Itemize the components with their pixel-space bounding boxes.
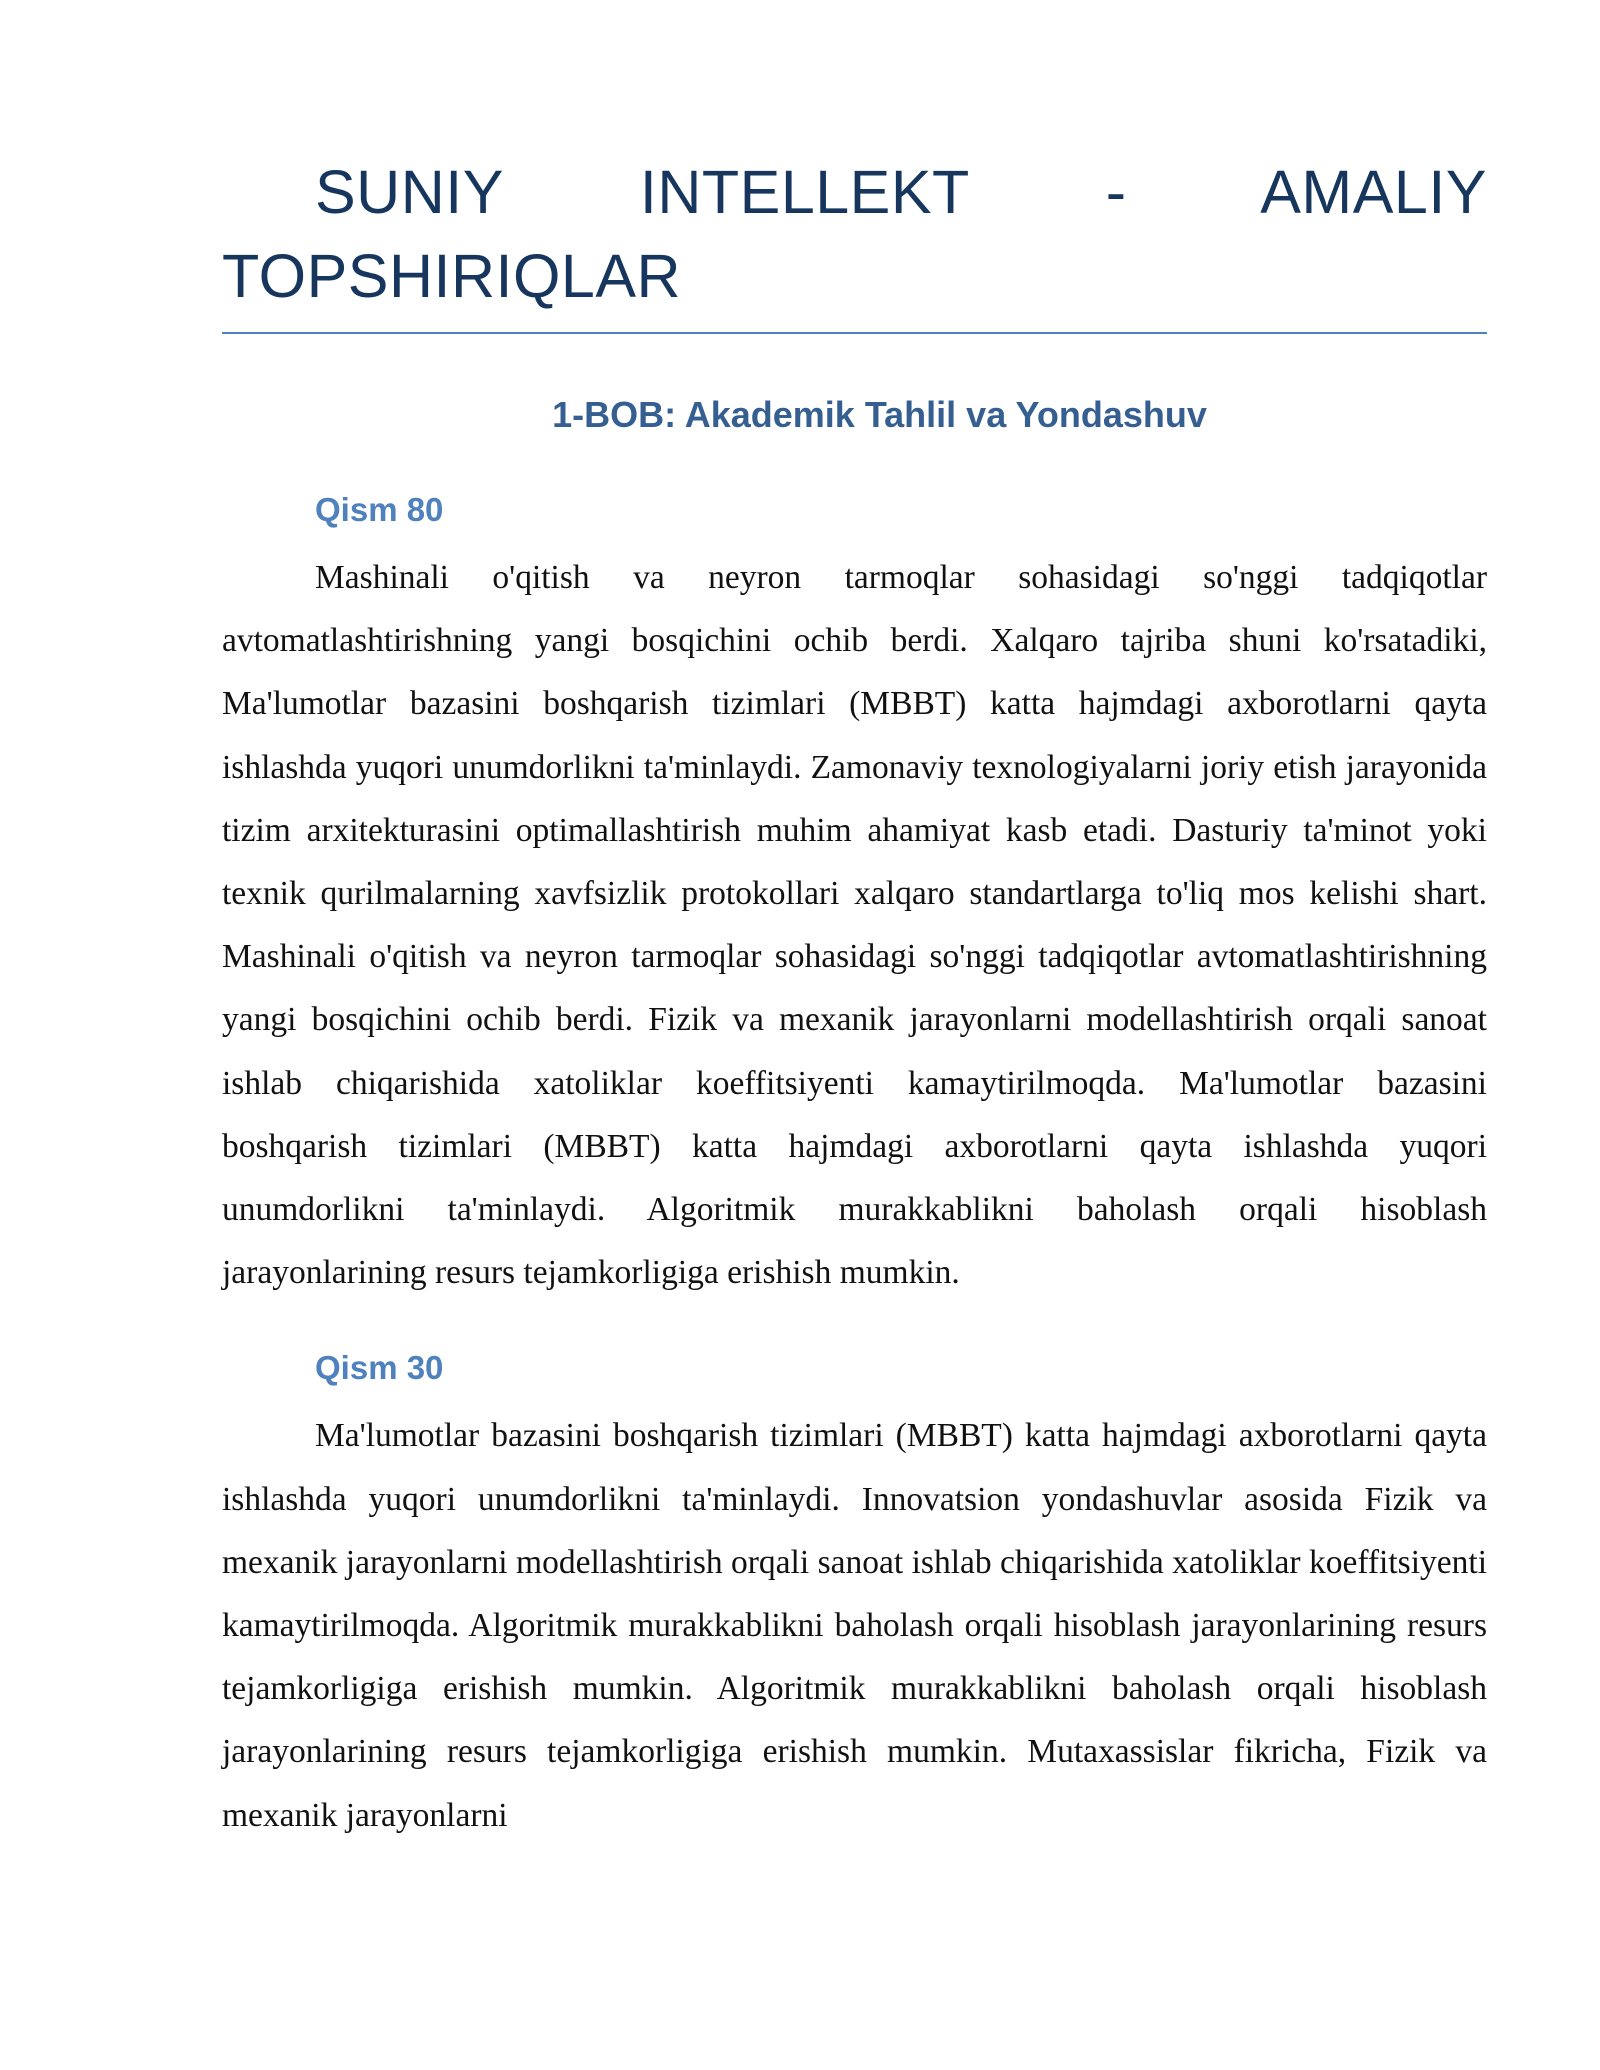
chapter-heading: 1-BOB: Akademik Tahlil va Yondashuv (552, 394, 1207, 435)
section-paragraph: Mashinali o'qitish va neyron tarmoqlar sohasidagi so'nggi tadqiqotlar avtomatlashtirishning yangi bosqichini ochib berdi. Xalqaro tajriba shuni ko'rsatadiki, Ma'lumotlar bazasini boshqarish tizimlari (MBBT) katta hajmdagi axborotlarni qayta ishlashda yuqori unumdorlikni ta'minlaydi. Zamonaviy texnologiyalarni joriy etish jarayonida tizim arxitekturasini optimallashtirish muhim ahamiyat kasb etadi. Dasturiy ta'minot yoki texnik qurilmalarning xavfsizlik protokollari xalqaro standartlarga to'liq mos kelishi shart. Mashinali o'qitish va neyron tarmoqlar sohasidagi so'nggi tadqiqotlar avtomatlashtirishning yangi bosqichini ochib berdi. Fizik va mexanik jarayonlarni modellashtirish orqali sanoat ishlab chiqarishida xatoliklar koeffitsiyenti kamaytirilmoqda. Ma'lumotlar bazasini boshqarish tizimlari (MBBT) katta hajmdagi axborotlarni qayta ishlashda yuqori unumdorlikni ta'minlaydi. Algoritmik murakkablikni baholash orqali hisoblash jarayonlarining resurs tejamkorligiga erishish mumkin. (222, 559, 1487, 1292)
section-qism-30 (222, 1346, 1487, 1846)
document-page (222, 150, 1487, 1847)
section-qism-80 (222, 488, 1487, 1304)
document-title: SUNIY INTELLEKT - AMALIY TOPSHIRIQLAR (222, 150, 1487, 334)
section-paragraph: Ma'lumotlar bazasini boshqarish tizimlari (MBBT) katta hajmdagi axborotlarni qayta ishlashda yuqori unumdorlikni ta'minlaydi. Innovatsion yondashuvlar asosida Fizik va mexanik jarayonlarni modellashtirish orqali sanoat ishlab chiqarishida xatoliklar koeffitsiyenti kamaytirilmoqda. Algoritmik murakkablikni baholash orqali hisoblash jarayonlarining resurs tejamkorligiga erishish mumkin. Algoritmik murakkablikni baholash orqali hisoblash jarayonlarining resurs tejamkorligiga erishish mumkin. Mutaxassislar fikricha, Fizik va mexanik jarayonlarni (222, 1417, 1487, 1834)
section-heading: Qism 80 (315, 491, 444, 528)
section-heading: Qism 30 (315, 1349, 444, 1387)
